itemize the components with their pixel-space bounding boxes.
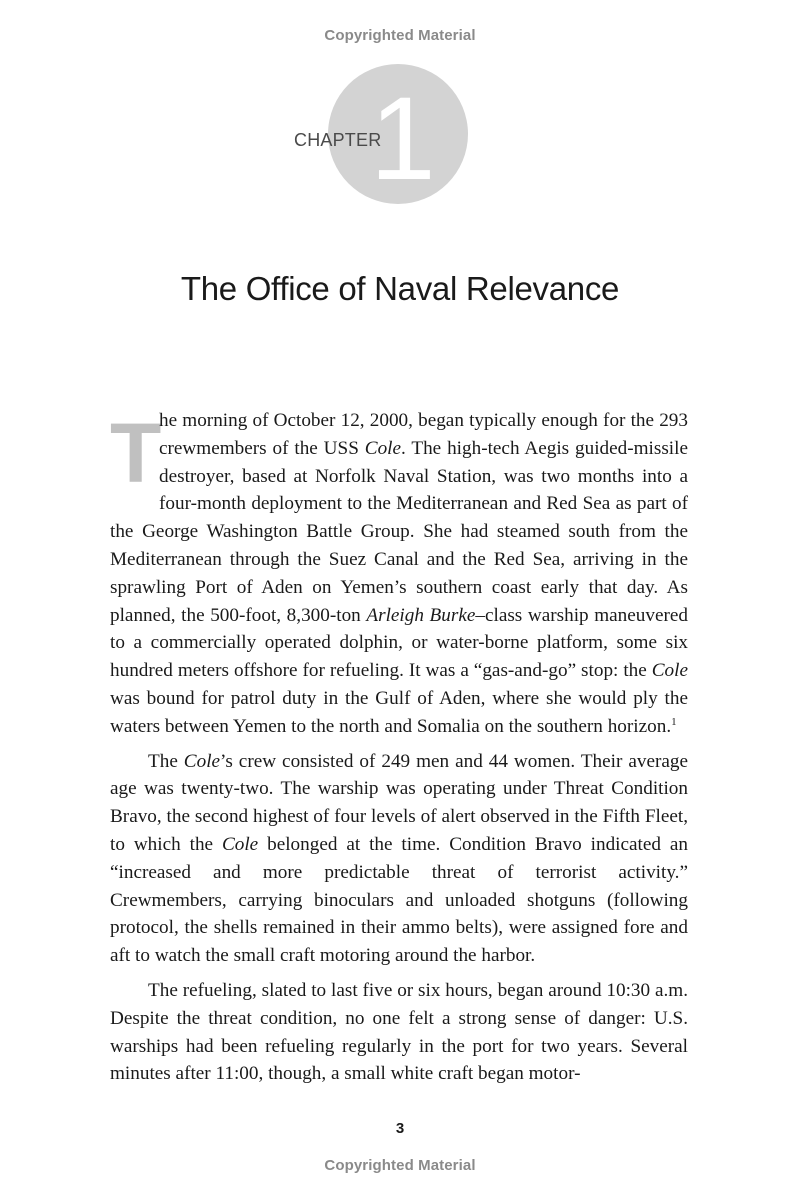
text-segment: was bound for patrol duty in the Gulf of Aden, where she would ply the waters between Yemen to the north and Somalia on the southern horizon. <box>110 687 688 737</box>
ship-name: Cole <box>183 750 221 772</box>
chapter-number: 1 <box>370 73 436 205</box>
paragraph-2 <box>110 748 688 970</box>
watermark-top: Copyrighted Material <box>324 27 476 44</box>
drop-cap: T <box>110 406 162 500</box>
text-segment: The refueling, slated to last five or six hours, began around 10:30 a.m. Despite the threat condition, no one felt a strong sense of danger: U.S. warships had been refueling regularly in the port for two years. Several minutes after 11:00, though, a small white craft began motor- <box>110 979 688 1085</box>
text-segment: . The high-tech Aegis guided-missile destroyer, based at Norfolk Naval Station, was two months into a four-month deployment to the Mediterranean and Red Sea as part of the George Washington Battle Group. She had steamed south from the Mediterranean through the Suez Canal and the Red Sea, arriving in the sprawling Port of Aden on Yemen’s southern coast early that day. As planned, the 500-foot, 8,300-ton <box>110 437 688 626</box>
chapter-label: CHAPTER <box>294 130 382 150</box>
ship-class-name: Arleigh Burke <box>366 604 476 626</box>
text-segment: he morning of October 12, 2000, began typically enough for the 293 crewmembers of the USS <box>159 410 688 459</box>
ship-name: Cole <box>364 437 402 459</box>
text-segment: belonged at the time. Condition Bravo indicated an “increased and more predictable threat of terrorist activity.” Crewmembers, carrying binoculars and unloaded shotguns (following protocol, the shells remained in their ammo belts), were assigned fore and aft to watch the small craft motoring around the harbor. <box>110 833 688 967</box>
ship-name: Cole <box>221 833 259 855</box>
ship-name: Cole <box>651 660 688 682</box>
paragraph-1 <box>110 407 688 741</box>
chapter-title: The Office of Naval Relevance <box>180 270 620 307</box>
watermark-bottom: Copyrighted Material <box>324 1157 476 1174</box>
page-number: 3 <box>395 1120 405 1137</box>
body-text <box>110 407 688 1088</box>
text-segment: The <box>148 750 184 772</box>
footnote-marker[interactable]: 1 <box>671 715 677 728</box>
text-segment: ’s crew consisted of 249 men and 44 women. Their average age was twenty-two. The warship was operating under Threat Condition Bravo, the second highest of four levels of alert observed in the Fifth Fleet, to which the <box>110 750 688 855</box>
text-segment: –class warship maneuvered to a commercially operated dolphin, or water-borne platform, some six hundred meters offshore for refueling. It was a “gas-and-go” stop: the <box>110 604 688 682</box>
paragraph-3 <box>110 977 688 1088</box>
